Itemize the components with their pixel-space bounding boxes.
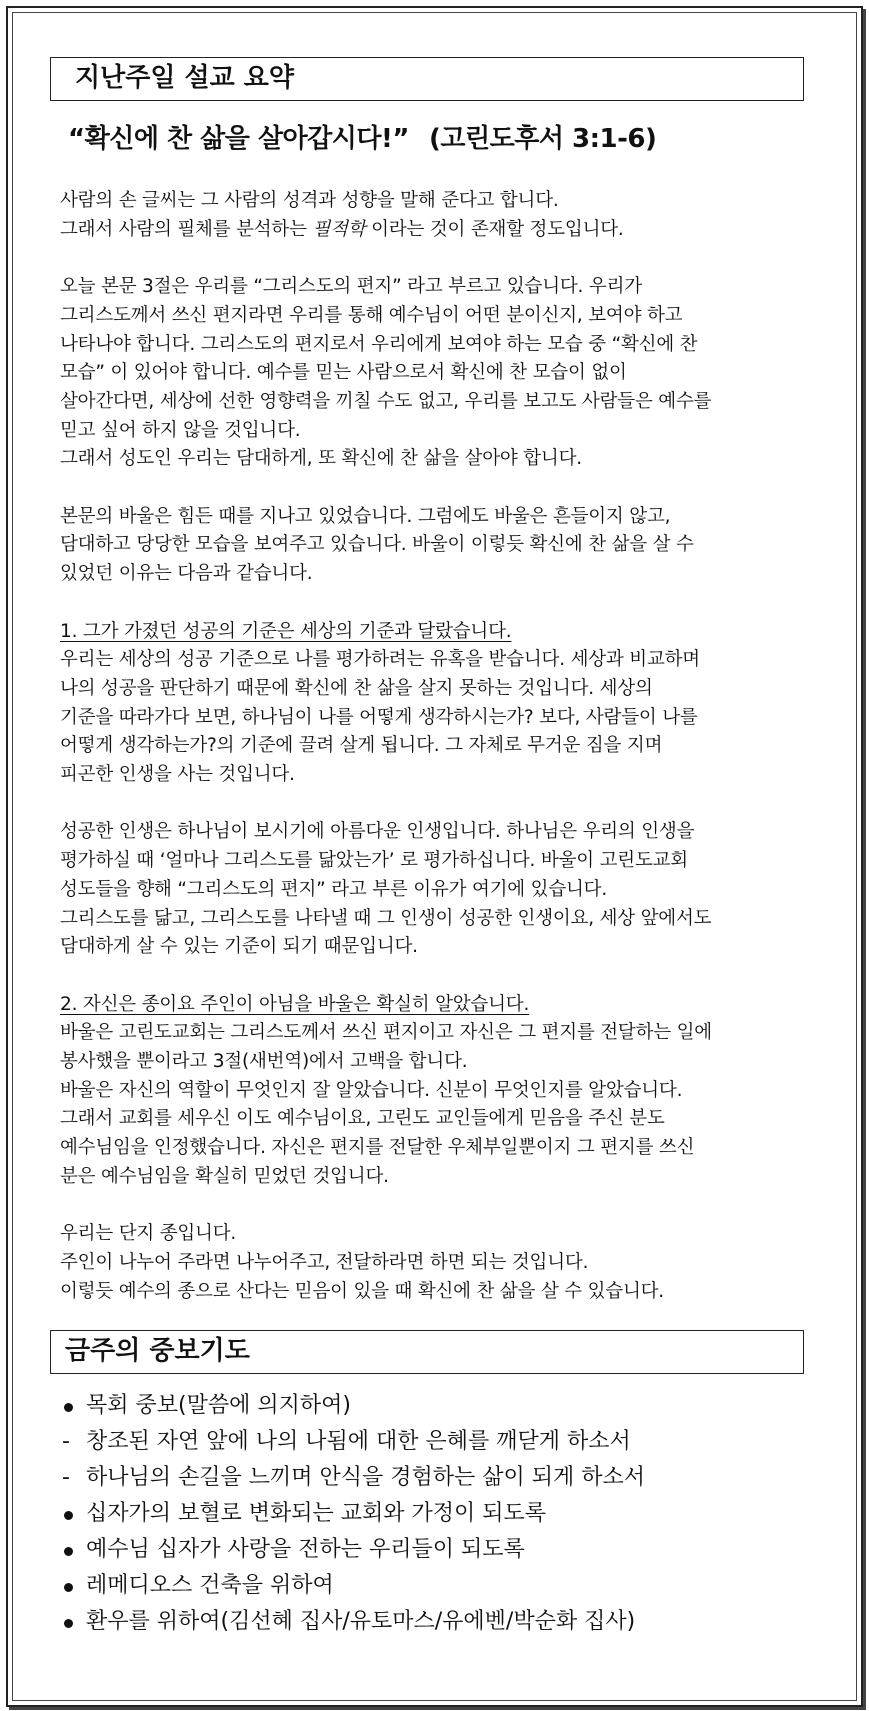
prayer-item-text: 예수님 십자가 사랑을 전하는 우리들이 되도록 bbox=[86, 1537, 525, 1562]
paragraph-line: 성도들을 향해 “그리스도의 편지” 라고 부른 이유가 여기에 있습니다. bbox=[60, 878, 608, 900]
paragraph-line: 바울은 자신의 역할이 무엇인지 잘 알았습니다. 신분이 무엇인지를 알았습니다. bbox=[60, 1079, 683, 1101]
paragraph-gap bbox=[60, 1192, 810, 1221]
text-span: 이라는 것이 존재할 정도입니다. bbox=[365, 218, 624, 240]
paragraph-line: 주인이 나누어 주라면 나누어주고, 전달하라면 하면 되는 것입니다. bbox=[60, 1251, 589, 1273]
prayer-item-text: 창조된 자연 앞에 나의 나됨에 대한 은혜를 깨닫게 하소서 bbox=[86, 1429, 631, 1454]
prayer-item bbox=[62, 1604, 822, 1640]
paragraph-line: 믿고 싶어 하지 않을 것입니다. bbox=[60, 419, 301, 441]
dash-marker: - bbox=[62, 1465, 70, 1490]
dash-marker: - bbox=[62, 1429, 70, 1454]
paragraph-line: 분은 예수님임을 확실히 믿었던 것입니다. bbox=[60, 1165, 389, 1187]
sermon-body bbox=[60, 187, 810, 1306]
paragraph-line: 있었던 이유는 다음과 같습니다. bbox=[60, 563, 313, 585]
underlined-heading: 2. 자신은 종이요 주인이 아님을 바울은 확실히 알았습니다. bbox=[60, 993, 530, 1015]
paragraph-line: 봉사했을 뿐이라고 3절(새번역)에서 고백을 합니다. bbox=[60, 1051, 468, 1073]
paragraph-line bbox=[60, 216, 810, 245]
bullet-icon bbox=[62, 1532, 86, 1568]
prayer-item bbox=[62, 1568, 822, 1604]
bullet-icon bbox=[62, 1496, 86, 1532]
paragraph-gap bbox=[60, 962, 810, 991]
paragraph-line: 우리는 세상의 성공 기준으로 나를 평가하려는 유혹을 받습니다. 세상과 비교하며 bbox=[60, 649, 700, 671]
paragraph-line: 우리는 단지 종입니다. bbox=[60, 1223, 237, 1245]
emphasis-term: 필적학 bbox=[312, 218, 366, 240]
paragraph-line: 그래서 성도인 우리는 담대하게, 또 확신에 찬 삶을 살아야 합니다. bbox=[60, 448, 582, 470]
paragraph-line: 사람의 손 글씨는 그 사람의 성격과 성향을 말해 준다고 합니다. bbox=[60, 190, 559, 211]
section-title: 금주의 중보기도 bbox=[65, 1336, 250, 1366]
paragraph-line: 어떻게 생각하는가?의 기준에 끌려 살게 됩니다. 그 자체로 무거운 짐을 지며 bbox=[60, 735, 663, 757]
bullet-dot bbox=[64, 1547, 73, 1556]
paragraph-line: 담대하고 당당한 모습을 보여주고 있습니다. 바울이 이렇듯 확신에 찬 삶을 살 수 bbox=[60, 534, 694, 556]
prayer-list bbox=[62, 1388, 822, 1640]
paragraph-line: 기준을 따라가다 보면, 하나님이 나를 어떻게 생각하시는가? 보다, 사람들이 나를 bbox=[60, 706, 698, 728]
paragraph-line: 살아간다면, 세상에 선한 영향력을 끼칠 수도 없고, 우리를 보고도 사람들은 예수를 bbox=[60, 390, 712, 412]
prayer-item-text: 환우를 위하여(김선혜 집사/유토마스/유에벤/박순화 집사) bbox=[86, 1609, 636, 1634]
prayer-item bbox=[62, 1532, 822, 1568]
paragraph-line: 본문의 바울은 힘든 때를 지나고 있었습니다. 그럼에도 바울은 흔들이지 않고, bbox=[60, 505, 671, 527]
bullet-icon bbox=[62, 1568, 86, 1604]
sermon-title bbox=[68, 118, 656, 155]
paragraph-line: 나타나야 합니다. 그리스도의 편지로서 우리에게 보여야 하는 모습 중 “확신에 찬 bbox=[60, 333, 698, 355]
paragraph-line: 성공한 인생은 하나님이 보시기에 아름다운 인생입니다. 하나님은 우리의 인생을 bbox=[60, 821, 695, 843]
bullet-dot bbox=[64, 1403, 73, 1412]
paragraph-gap bbox=[60, 474, 810, 503]
paragraph-line: 이렇듯 예수의 종으로 산다는 믿음이 있을 때 확신에 찬 삶을 살 수 있습니다. bbox=[60, 1280, 664, 1302]
paragraph-line: 담대하게 살 수 있는 기준이 되기 때문입니다. bbox=[60, 936, 418, 958]
bullet-dot bbox=[64, 1511, 73, 1520]
point-heading-2 bbox=[60, 991, 810, 1020]
paragraph-line: 바울은 고린도교회는 그리스도께서 쓰신 편지이고 자신은 그 편지를 전달하는 일에 bbox=[60, 1022, 712, 1044]
bullet-dot bbox=[64, 1619, 73, 1628]
prayer-item bbox=[62, 1496, 822, 1532]
bullet-icon bbox=[62, 1388, 86, 1424]
prayer-item-text: 목회 중보(말씀에 의지하여) bbox=[86, 1393, 351, 1418]
underlined-heading: 1. 그가 가졌던 성공의 기준은 세상의 기준과 달랐습니다. bbox=[60, 620, 512, 642]
prayer-item bbox=[62, 1460, 822, 1496]
prayer-item-text: 레메디오스 건축을 위하여 bbox=[86, 1573, 334, 1598]
paragraph-line: 피곤한 인생을 사는 것입니다. bbox=[60, 764, 295, 786]
prayer-item-text: 하나님의 손길을 느끼며 안식을 경험하는 삶이 되게 하소서 bbox=[86, 1465, 646, 1490]
text-span: 그래서 사람의 필체를 분석하는 bbox=[60, 218, 313, 240]
paragraph-line: 그래서 교회를 세우신 이도 예수님이요, 고린도 교인들에게 믿음을 주신 분도 bbox=[60, 1108, 665, 1130]
prayer-item-text: 십자가의 보혈로 변화되는 교회와 가정이 되도록 bbox=[86, 1501, 547, 1526]
paragraph-line: 그리스도께서 쓰신 편지라면 우리를 통해 예수님이 어떤 분이신지, 보여야 하고 bbox=[60, 304, 683, 326]
paragraph-gap bbox=[60, 244, 810, 273]
bullet-dot bbox=[64, 1583, 73, 1592]
scripture-reference: (고린도후서 3:1-6) bbox=[428, 124, 657, 154]
paragraph-line: 나의 성공을 판단하기 때문에 확신에 찬 삶을 살지 못하는 것입니다. 세상의 bbox=[60, 677, 653, 699]
paragraph-gap bbox=[60, 589, 810, 618]
prayer-item bbox=[62, 1424, 822, 1460]
paragraph-gap bbox=[60, 790, 810, 819]
prayer-item bbox=[62, 1388, 822, 1424]
paragraph-line: 평가하실 때 ‘얼마나 그리스도를 닮았는가’ 로 평가하십니다. 바울이 고린도교회 bbox=[60, 850, 688, 872]
section-header-prayer bbox=[50, 1330, 804, 1374]
paragraph-line: 예수님임을 인정했습니다. 자신은 편지를 전달한 우체부일뿐이지 그 편지를 쓰신 bbox=[60, 1137, 695, 1159]
paragraph-line: 그리스도를 닮고, 그리스도를 나타낼 때 그 인생이 성공한 인생이요, 세상 앞에서도 bbox=[60, 907, 712, 929]
paragraph-line: 모습” 이 있어야 합니다. 예수를 믿는 사람으로서 확신에 찬 모습이 없이 bbox=[60, 362, 627, 384]
section-title: 지난주일 설교 요약 bbox=[75, 63, 295, 93]
section-header-sermon-summary bbox=[50, 57, 804, 101]
bullet-icon bbox=[62, 1604, 86, 1640]
point-heading-1 bbox=[60, 618, 810, 647]
sermon-title-text: “확신에 찬 삶을 살아갑시다!” bbox=[68, 124, 409, 154]
paragraph-line: 오늘 본문 3절은 우리를 “그리스도의 편지” 라고 부르고 있습니다. 우리가 bbox=[60, 276, 642, 298]
